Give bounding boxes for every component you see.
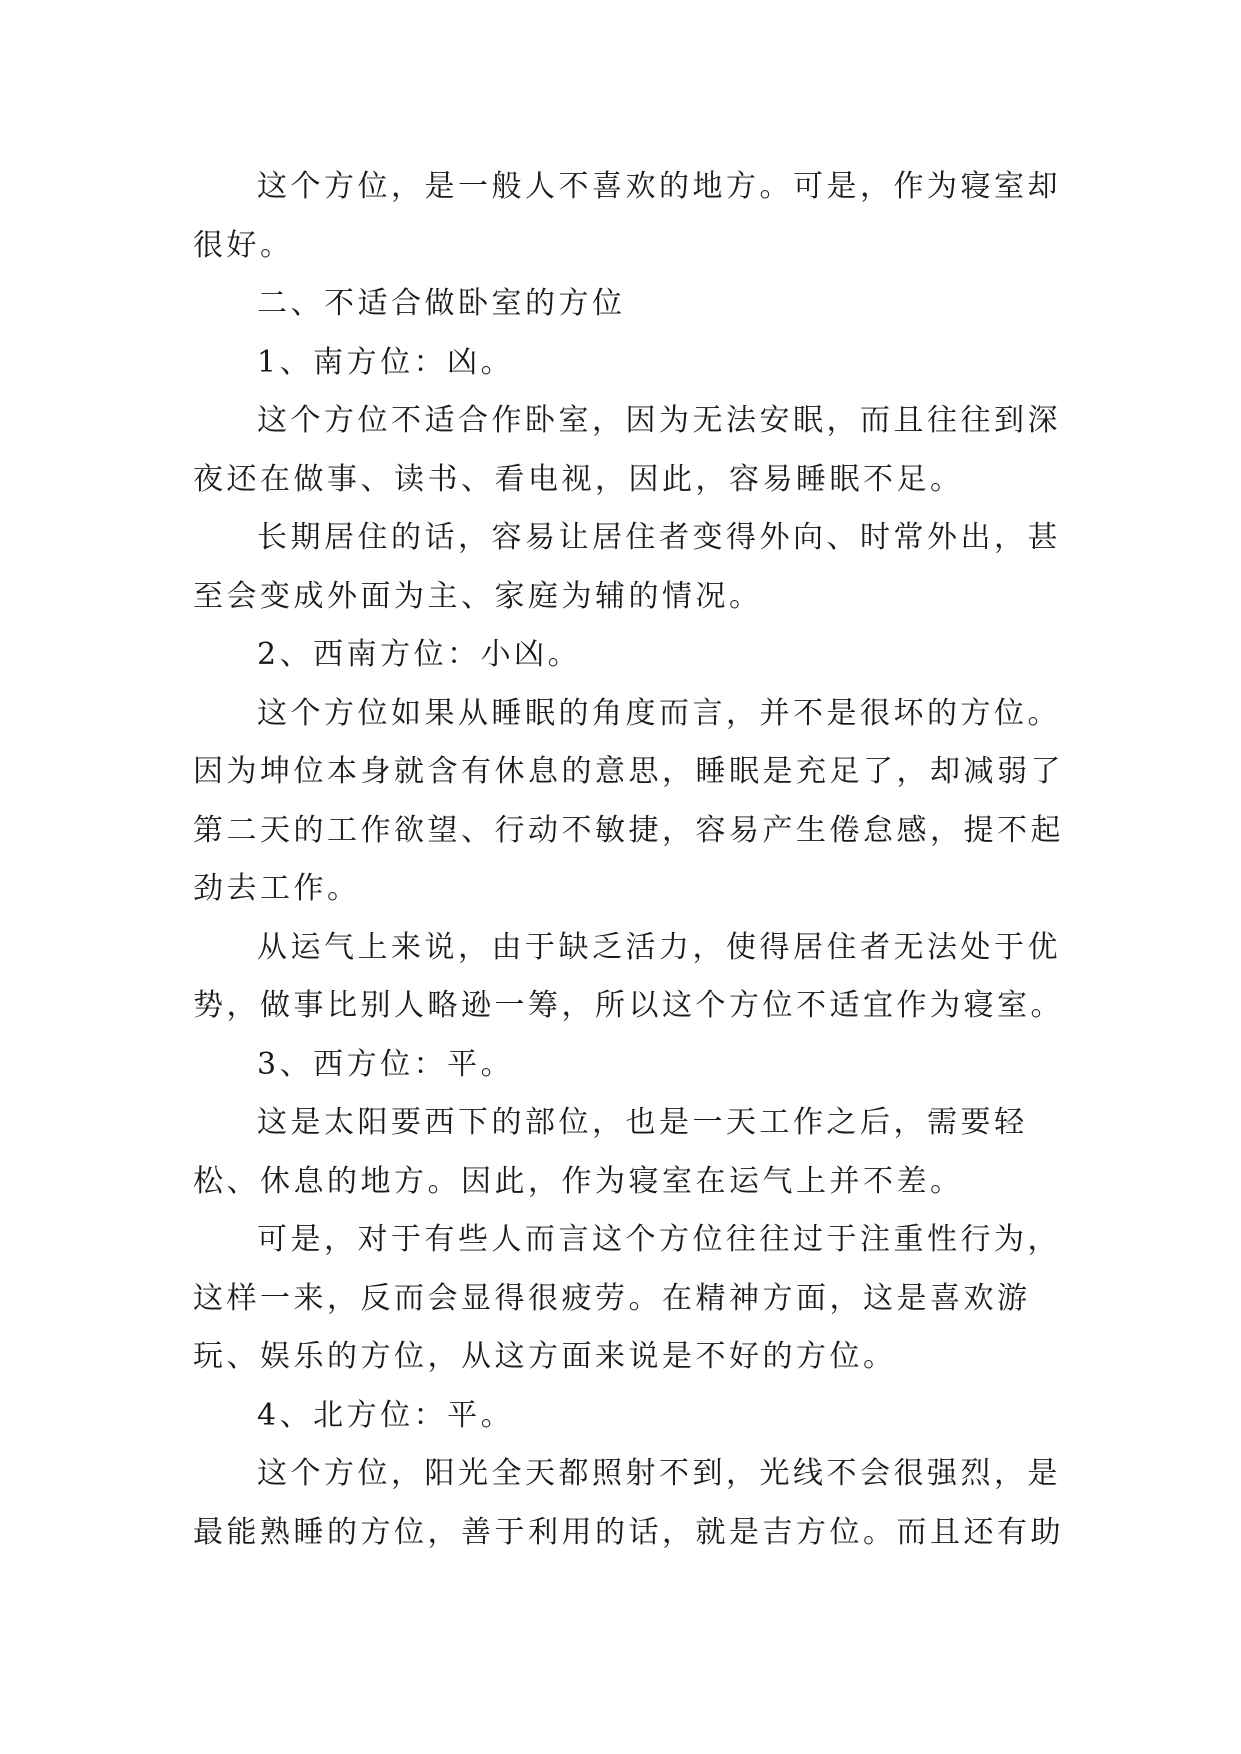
item-heading: 3、西方位：平。 (257, 1046, 515, 1082)
paragraph: 这是太阳要西下的部位，也是一天工作之后，需要轻松、休息的地方。因此，作为寝室在运气上并不差。 (193, 1105, 1028, 1199)
paragraph: 这个方位，是一般人不喜欢的地方。可是，作为寝室却很好。 (193, 169, 1061, 263)
document-body (193, 158, 1073, 1562)
section-heading: 二、不适合做卧室的方位 (257, 286, 626, 321)
paragraph: 可是，对于有些人而言这个方位往往过于注重性行为，这样一来，反而会显得很疲劳。在精神方面，这是喜欢游玩、娱乐的方位，从这方面来说是不好的方位。 (193, 1222, 1061, 1374)
item-heading: 1、南方位：凶。 (257, 344, 515, 380)
paragraph: 这个方位不适合作卧室，因为无法安眠，而且往往到深夜还在做事、读书、看电视，因此，容易睡眠不足。 (193, 403, 1061, 497)
item-heading: 4、北方位：平。 (257, 1397, 515, 1433)
paragraph: 长期居住的话，容易让居住者变得外向、时常外出，甚至会变成外面为主、家庭为辅的情况。 (193, 520, 1061, 614)
paragraph: 这个方位，阳光全天都照射不到，光线不会很强烈，是最能熟睡的方位，善于利用的话，就是吉方位。而且还有助 (193, 1456, 1064, 1550)
paragraph: 从运气上来说，由于缺乏活力，使得居住者无法处于优势，做事比别人略逊一筹，所以这个方位不适宜作为寝室。 (193, 929, 1064, 1023)
item-heading: 2、西南方位：小凶。 (257, 637, 582, 672)
paragraph: 这个方位如果从睡眠的角度而言，并不是很坏的方位。因为坤位本身就含有休息的意思，睡眠是充足了，却减弱了第二天的工作欲望、行动不敏捷，容易产生倦怠感，提不起劲去工作。 (193, 695, 1064, 906)
